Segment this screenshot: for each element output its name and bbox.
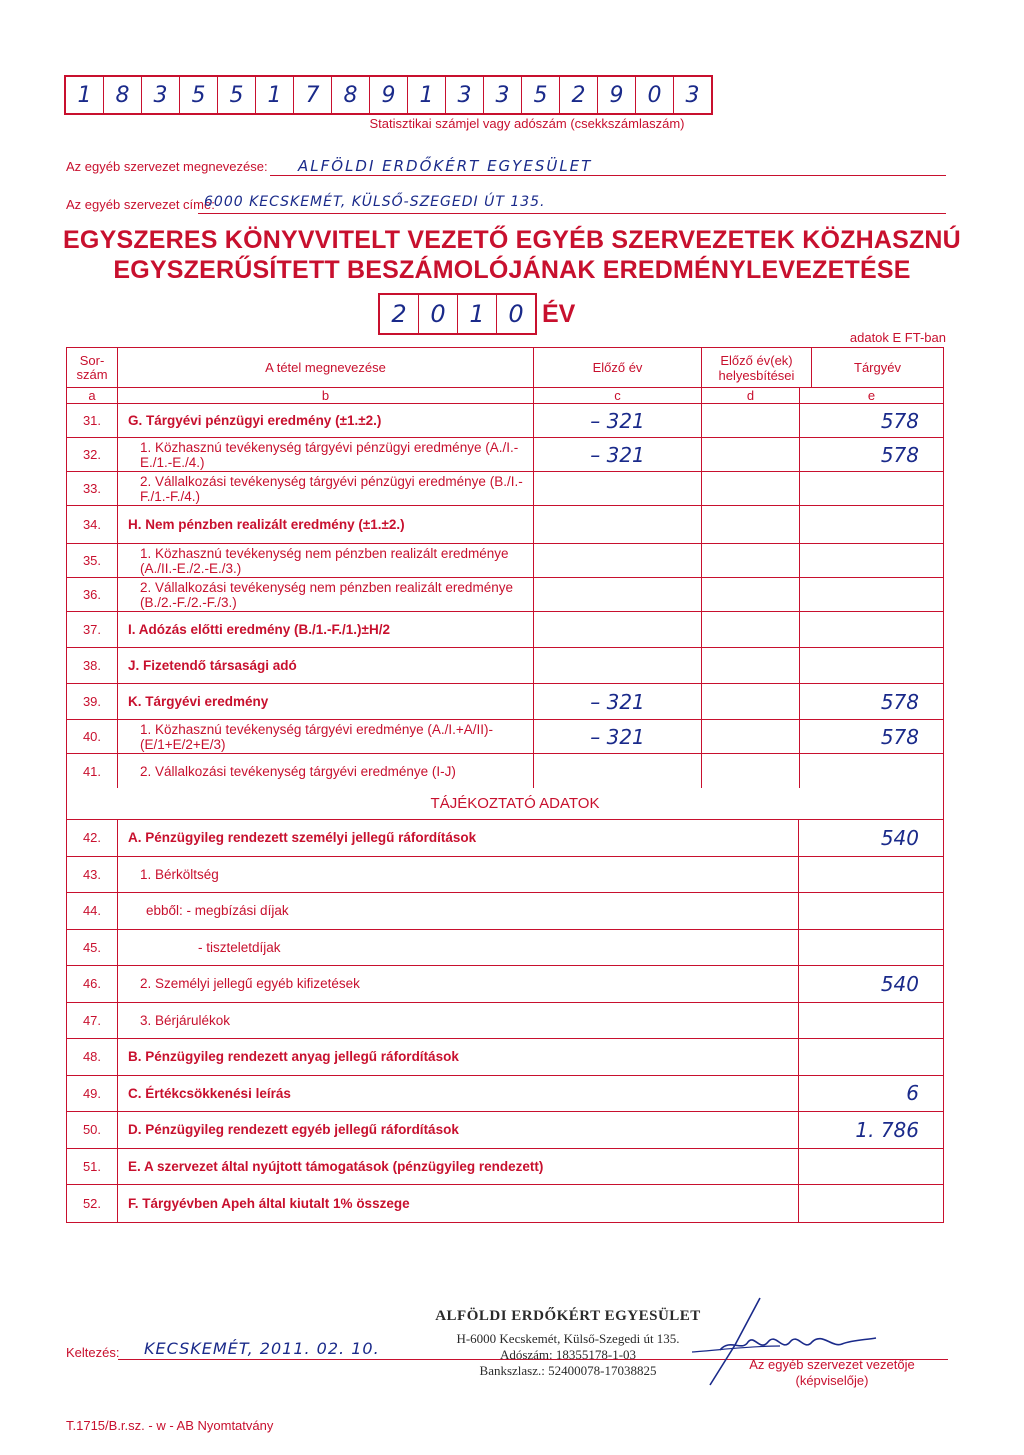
stamp-line1: ALFÖLDI ERDŐKÉRT EGYESÜLET xyxy=(435,1308,701,1324)
stamp-line4: Bankszlasz.: 52400078-17038825 xyxy=(479,1363,657,1378)
row-previous-year xyxy=(534,544,702,577)
row-corrections xyxy=(702,544,800,577)
row-current-year: 1. 786 xyxy=(798,1112,943,1148)
header-letter-a: a xyxy=(67,388,118,403)
tax-digit: 0 xyxy=(636,77,674,113)
row-corrections xyxy=(702,720,800,753)
row-label: H. Nem pénzben realizált eredmény (±1.±2.) xyxy=(118,506,534,543)
tax-digit: 8 xyxy=(332,77,370,113)
row-corrections xyxy=(702,472,800,505)
info-row xyxy=(67,966,943,1003)
row-current-year xyxy=(800,612,943,647)
row-current-year: 540 xyxy=(798,966,943,1002)
signer-line2: (képviselője) xyxy=(795,1373,869,1388)
org-address-value: 6000 KECSKEMÉT, KÜLSŐ-SZEGEDI ÚT 135. xyxy=(204,194,546,210)
table-row xyxy=(67,754,943,788)
row-number: 48. xyxy=(67,1039,118,1075)
table-row xyxy=(67,578,943,612)
signer-line1: Az egyéb szervezet vezetője xyxy=(749,1357,915,1372)
tax-digit: 3 xyxy=(446,77,484,113)
row-current-year xyxy=(800,506,943,543)
row-previous-year: – 321 xyxy=(534,684,702,719)
row-label: 1. Közhasznú tevékenység tárgyévi pénzügyi eredménye (A./I.-E./1.-E./4.) xyxy=(118,438,534,471)
tax-number-caption: Statisztikai számjel vagy adószám (csekkszámlaszám) xyxy=(369,116,685,131)
info-row xyxy=(67,893,943,930)
row-label: 2. Személyi jellegű egyéb kifizetések xyxy=(140,976,360,992)
row-label: C. Értékcsökkenési leírás xyxy=(128,1085,291,1101)
org-name-label: Az egyéb szervezet megnevezése: xyxy=(66,159,268,174)
info-row xyxy=(67,1039,943,1076)
row-previous-year: – 321 xyxy=(534,404,702,437)
row-label: 2. Vállalkozási tevékenység tárgyévi pénzügyi eredménye (B./I.-F./1.-F./4.) xyxy=(118,472,534,505)
row-label: F. Tárgyévben Apeh által kiutalt 1% összege xyxy=(128,1195,410,1211)
row-label: 2. Vállalkozási tevékenység nem pénzben realizált eredménye (B./2.-F./2.-F./3.) xyxy=(118,578,534,611)
tax-digit: 5 xyxy=(218,77,256,113)
tax-digit: 8 xyxy=(104,77,142,113)
header-previous-year: Előző év xyxy=(534,348,702,387)
info-row xyxy=(67,1076,943,1113)
row-label: 1. Bérköltség xyxy=(140,866,219,882)
row-label: I. Adózás előtti eredmény (B./1.-F./1.)±H/2 xyxy=(118,612,534,647)
table-header-letters xyxy=(67,388,943,404)
table-row xyxy=(67,612,943,648)
row-label: A. Pénzügyileg rendezett személyi jellegű ráfordítások xyxy=(128,830,477,846)
info-title: TÁJÉKOZTATÓ ADATOK xyxy=(430,795,600,812)
header-current-year: Tárgyév xyxy=(854,360,901,375)
tax-digit: 1 xyxy=(408,77,446,113)
stamp-line2: H-6000 Kecskemét, Külső-Szegedi út 135. xyxy=(456,1331,680,1346)
row-current-year xyxy=(798,1149,943,1185)
table-row xyxy=(67,684,943,720)
table-row xyxy=(67,648,943,684)
form-code: T.1715/B.r.sz. - w - AB Nyomtatvány xyxy=(66,1418,274,1433)
row-number: 46. xyxy=(67,966,118,1002)
date-value: KECSKEMÉT, 2011. 02. 10. xyxy=(144,1339,380,1358)
tax-digit: 3 xyxy=(142,77,180,113)
table-row xyxy=(67,438,943,472)
row-number: 32. xyxy=(67,438,118,471)
row-label: 2. Vállalkozási tevékenység tárgyévi eredménye (I-J) xyxy=(118,754,534,788)
table-row xyxy=(67,472,943,506)
results-table xyxy=(66,347,944,1223)
row-label: D. Pénzügyileg rendezett egyéb jellegű ráfordítások xyxy=(128,1122,459,1138)
row-number: 43. xyxy=(67,857,118,893)
header-row-number: Sor-szám xyxy=(67,348,118,387)
tax-digit: 2 xyxy=(560,77,598,113)
row-current-year xyxy=(798,1185,943,1222)
row-number: 42. xyxy=(67,820,118,856)
tax-digit: 9 xyxy=(598,77,636,113)
unit-note: adatok E FT-ban xyxy=(849,330,946,345)
tax-digit: 5 xyxy=(180,77,218,113)
row-label: - tiszteletdíjak xyxy=(198,939,281,955)
row-current-year: 578 xyxy=(880,724,919,749)
row-current-year: 540 xyxy=(798,820,943,856)
info-row xyxy=(67,1185,943,1222)
row-number: 47. xyxy=(67,1003,118,1039)
row-corrections xyxy=(702,754,800,788)
year-digit: 2 xyxy=(380,295,419,333)
row-previous-year: – 321 xyxy=(534,720,702,753)
row-number: 33. xyxy=(67,472,118,505)
table-row xyxy=(67,544,943,578)
row-label: J. Fizetendő társasági adó xyxy=(118,648,534,683)
row-number: 38. xyxy=(67,648,118,683)
tax-digit: 3 xyxy=(484,77,522,113)
org-address-label: Az egyéb szervezet címe: xyxy=(66,197,215,212)
row-previous-year: – 321 xyxy=(534,438,702,471)
row-previous-year xyxy=(534,578,702,611)
year-digit: 0 xyxy=(419,295,458,333)
row-corrections xyxy=(702,612,800,647)
row-number: 31. xyxy=(67,404,118,437)
row-current-year: 6 xyxy=(798,1076,943,1112)
info-row xyxy=(67,820,943,857)
table-row xyxy=(67,720,943,754)
row-number: 50. xyxy=(67,1112,118,1148)
row-corrections xyxy=(702,684,800,719)
stamp-line3: Adószám: 18355178-1-03 xyxy=(499,1347,637,1362)
date-label: Keltezés: xyxy=(66,1345,120,1360)
form-title-line1: EGYSZERES KÖNYVVITELT VEZETŐ EGYÉB SZERVEZETEK KÖZHASZNÚ xyxy=(63,226,961,254)
table-row xyxy=(67,506,943,544)
row-number: 40. xyxy=(67,720,118,753)
info-row xyxy=(67,930,943,967)
row-current-year xyxy=(800,754,943,788)
row-corrections xyxy=(702,506,800,543)
header-letter-e: e xyxy=(867,388,876,403)
row-previous-year xyxy=(534,612,702,647)
table-row xyxy=(67,404,943,438)
org-name-value: ALFÖLDI ERDŐKÉRT EGYESÜLET xyxy=(298,157,593,175)
row-number: 51. xyxy=(67,1149,118,1185)
row-current-year: 578 xyxy=(880,442,919,467)
year-field xyxy=(378,293,575,335)
year-digit: 0 xyxy=(508,300,524,328)
row-label: E. A szervezet által nyújtott támogatások (pénzügyileg rendezett) xyxy=(128,1158,544,1174)
row-label: B. Pénzügyileg rendezett anyag jellegű ráfordítások xyxy=(128,1049,459,1065)
row-label: 3. Bérjárulékok xyxy=(140,1012,231,1028)
row-current-year xyxy=(800,544,943,577)
tax-digit: 3 xyxy=(685,82,700,108)
row-current-year xyxy=(800,648,943,683)
row-label: K. Tárgyévi eredmény xyxy=(118,684,534,719)
info-row xyxy=(67,1149,943,1186)
info-row xyxy=(67,857,943,894)
tax-digit: 9 xyxy=(370,77,408,113)
tax-digit: 1 xyxy=(256,77,294,113)
organization-stamp xyxy=(418,1308,718,1379)
row-number: 41. xyxy=(67,754,118,788)
row-number: 44. xyxy=(67,893,118,929)
year-digit: 1 xyxy=(458,295,497,333)
tax-number-boxes xyxy=(64,75,713,115)
row-label: 1. Közhasznú tevékenység nem pénzben realizált eredménye (A./II.-E./2.-E./3.) xyxy=(118,544,534,577)
info-row xyxy=(67,1112,943,1149)
header-item-name: A tétel megnevezése xyxy=(118,348,534,387)
row-current-year xyxy=(800,578,943,611)
row-current-year xyxy=(798,857,943,893)
row-corrections xyxy=(702,438,800,471)
row-number: 35. xyxy=(67,544,118,577)
row-label: G. Tárgyévi pénzügyi eredmény (±1.±2.) xyxy=(118,404,534,437)
tax-digit: 1 xyxy=(66,77,104,113)
header-letter-c: c xyxy=(534,388,702,403)
row-current-year: 578 xyxy=(880,689,919,714)
row-previous-year xyxy=(534,754,702,788)
row-number: 39. xyxy=(67,684,118,719)
org-name-line xyxy=(270,157,946,176)
table-header xyxy=(67,348,943,388)
info-row xyxy=(67,1003,943,1040)
row-previous-year xyxy=(534,506,702,543)
row-number: 49. xyxy=(67,1076,118,1112)
row-current-year xyxy=(798,1003,943,1039)
row-previous-year xyxy=(534,648,702,683)
row-corrections xyxy=(702,578,800,611)
tax-digit: 7 xyxy=(294,77,332,113)
org-address-line xyxy=(198,193,946,214)
signer-caption xyxy=(722,1357,942,1389)
header-letter-d: d xyxy=(702,388,800,403)
row-current-year xyxy=(798,1039,943,1075)
row-previous-year xyxy=(534,472,702,505)
row-corrections xyxy=(702,648,800,683)
row-number: 37. xyxy=(67,612,118,647)
row-current-year xyxy=(798,930,943,966)
row-number: 34. xyxy=(67,506,118,543)
row-corrections xyxy=(702,404,800,437)
row-current-year: 578 xyxy=(880,408,919,433)
row-current-year xyxy=(800,472,943,505)
row-current-year xyxy=(798,893,943,929)
header-letter-b: b xyxy=(118,388,534,403)
year-suffix: ÉV xyxy=(542,299,576,328)
info-title-row xyxy=(67,788,943,820)
row-number: 52. xyxy=(67,1185,118,1222)
header-corrections: Előző év(ek) helyesbítései xyxy=(702,348,812,387)
form-title-line2: EGYSZERŰSÍTETT BESZÁMOLÓJÁNAK EREDMÉNYLEVEZETÉSE xyxy=(113,256,911,284)
row-label: ebből: - megbízási díjak xyxy=(146,903,289,919)
row-number: 45. xyxy=(67,930,118,966)
tax-digit: 5 xyxy=(522,77,560,113)
row-label: 1. Közhasznú tevékenység tárgyévi eredménye (A./I.+A/II)-(E/1+E/2+E/3) xyxy=(118,720,534,753)
row-number: 36. xyxy=(67,578,118,611)
